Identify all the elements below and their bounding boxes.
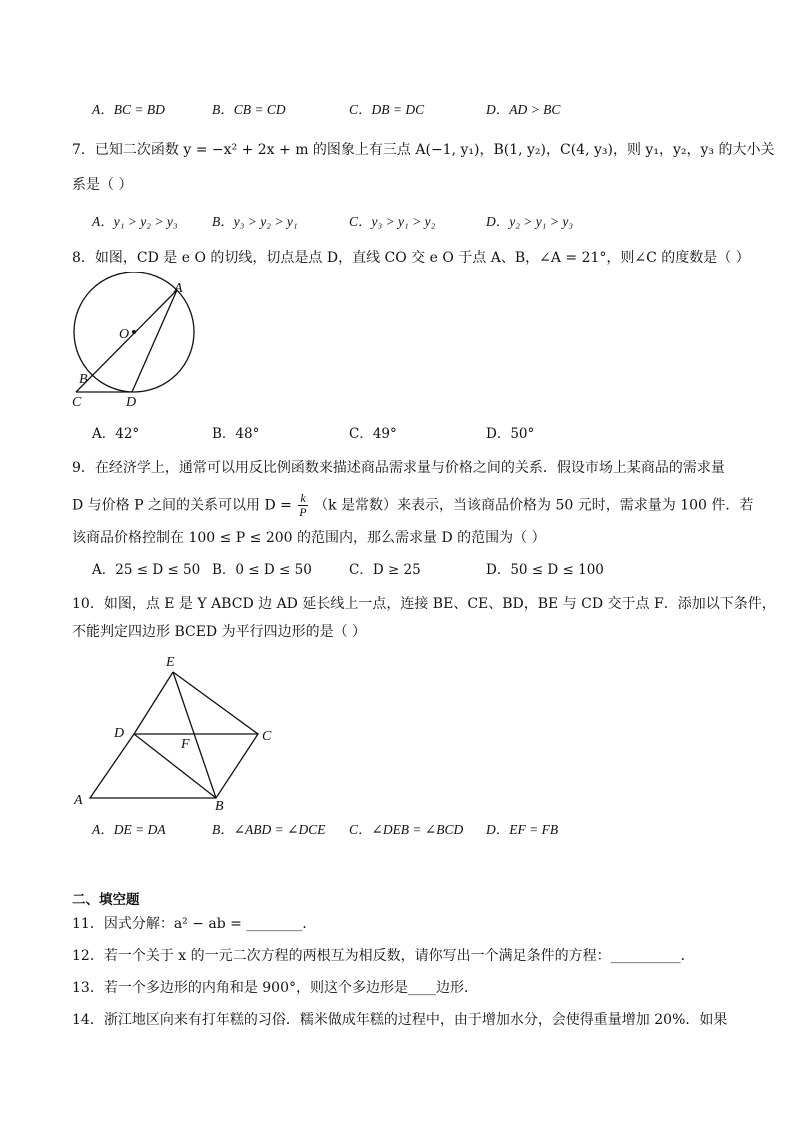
q7-option-c: C．y₃ > y₁ > y₂ bbox=[349, 214, 436, 229]
q9-option-b: B．0 ≤ D ≤ 50 bbox=[212, 562, 312, 578]
q9-option-a: A．25 ≤ D ≤ 50 bbox=[92, 562, 201, 578]
label-b: B bbox=[215, 799, 224, 810]
q8-stem: 8．如图，CD 是 e O 的切线，切点是点 D，直线 CO 交 e O 于点 A、B，∠A = 21°，则∠C 的度数是（ ） bbox=[72, 250, 750, 266]
label-c: C bbox=[72, 395, 82, 410]
label-a: A bbox=[174, 281, 183, 296]
label-f: F bbox=[181, 737, 190, 752]
q7-option-d: D．y₂ > y₁ > y₃ bbox=[486, 214, 574, 229]
q7-stem-line1: 7．已知二次函数 y = −x² + 2x + m 的图象上有三点 A(−1, y₁)，B(1, y₂)，C(4, y₃)，则 y₁，y₂，y₃ 的大小关 bbox=[72, 142, 775, 158]
q6-option-b: B．CB = CD bbox=[212, 102, 286, 117]
q8-circle-figure bbox=[66, 272, 196, 412]
label-a: A bbox=[74, 793, 83, 808]
q10-parallelogram-figure bbox=[70, 650, 280, 810]
q10-option-d: D．EF = FB bbox=[486, 822, 559, 837]
label-b: B bbox=[79, 372, 88, 387]
line-db bbox=[134, 734, 216, 798]
q9-fraction-denominator: P bbox=[299, 505, 307, 519]
q9-line2-post: （k 是常数）来表示，当该商品价格为 50 元时，需求量为 100 件．若 bbox=[314, 497, 754, 514]
q6-option-d: D．AD > BC bbox=[486, 102, 561, 117]
section-2-title: 二、填空题 bbox=[72, 892, 140, 908]
question-14: 14．浙江地区向来有打年糕的习俗．糯米做成年糕的过程中，由于增加水分，会使得重量增加 20%．如果 bbox=[72, 1012, 728, 1028]
q6-option-a: A．BC = BD bbox=[92, 102, 165, 117]
line-ad bbox=[132, 290, 177, 392]
line-de bbox=[134, 672, 173, 734]
q9-stem-line3: 该商品价格控制在 100 ≤ P ≤ 200 的范围内，那么需求量 D 的范围为（ ） bbox=[72, 530, 546, 546]
q8-option-c: C．49° bbox=[349, 426, 397, 442]
q10-stem-line2: 不能判定四边形 BCED 为平行四边形的是（ ） bbox=[72, 624, 367, 640]
q8-option-a: A．42° bbox=[92, 426, 140, 442]
q7-option-b: B．y₃ > y₂ > y₁ bbox=[212, 214, 298, 229]
line-eb bbox=[173, 672, 216, 798]
q9-fraction bbox=[298, 492, 307, 519]
q9-stem-line2 bbox=[72, 492, 753, 519]
question-13: 13．若一个多边形的内角和是 900°，则这个多边形是____边形． bbox=[72, 980, 478, 996]
label-d: D bbox=[126, 395, 137, 410]
q10-option-c: C．∠DEB = ∠BCD bbox=[349, 822, 464, 837]
q7-option-a: A．y₁ > y₂ > y₃ bbox=[92, 214, 178, 229]
label-d: D bbox=[114, 726, 125, 741]
q10-option-b: B．∠ABD = ∠DCE bbox=[212, 822, 326, 837]
q9-option-c: C．D ≥ 25 bbox=[349, 562, 421, 578]
line-ec bbox=[173, 672, 258, 734]
label-c: C bbox=[262, 729, 272, 744]
q9-fraction-numerator: k bbox=[300, 491, 306, 505]
q8-option-d: D．50° bbox=[486, 426, 535, 442]
question-12: 12．若一个关于 x 的一元二次方程的两根互为相反数，请你写出一个满足条件的方程：__________． bbox=[72, 948, 695, 964]
question-11: 11．因式分解：a² − ab = ________． bbox=[72, 916, 317, 932]
q6-option-c: C．DB = DC bbox=[349, 102, 425, 117]
q10-stem-line1: 10．如图，点 E 是 Y ABCD 边 AD 延长线上一点，连接 BE、CE、BD，BE 与 CD 交于点 F．添加以下条件， bbox=[72, 596, 776, 612]
q9-stem-line1: 9．在经济学上，通常可以用反比例函数来描述商品需求量与价格之间的关系．假设市场上某商品的需求量 bbox=[72, 460, 725, 476]
label-o: O bbox=[119, 327, 130, 342]
q10-option-a: A．DE = DA bbox=[92, 822, 166, 837]
center-point-o bbox=[132, 330, 136, 334]
q7-stem-line2: 系是（ ） bbox=[72, 177, 133, 193]
label-e: E bbox=[166, 655, 175, 670]
q9-option-d: D．50 ≤ D ≤ 100 bbox=[486, 562, 604, 578]
q8-option-b: B．48° bbox=[212, 426, 260, 442]
q9-line2-pre: D 与价格 P 之间的关系可以用 D = bbox=[72, 497, 292, 514]
